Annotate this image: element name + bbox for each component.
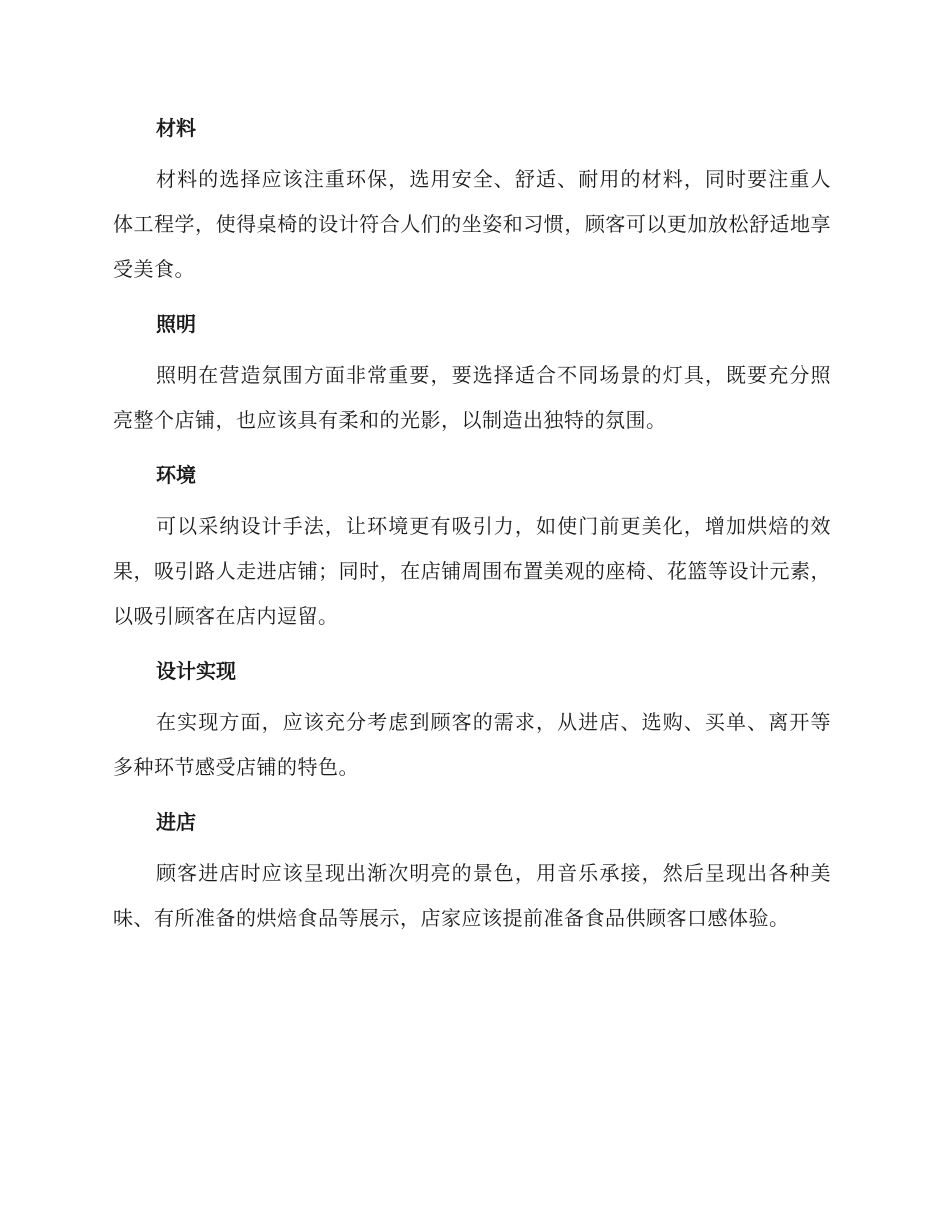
section-paragraph: 可以采纳设计手法，让环境更有吸引力，如使门前更美化，增加烘焙的效果，吸引路人走进店铺；同时，在店铺周围布置美观的座椅、花篮等设计元素，以吸引顾客在店内逗留。 bbox=[113, 514, 831, 628]
section-paragraph: 材料的选择应该注重环保，选用安全、舒适、耐用的材料，同时要注重人体工程学，使得桌椅的设计符合人们的坐姿和习惯，顾客可以更加放松舒适地享受美食。 bbox=[113, 167, 831, 281]
section-entering-store bbox=[113, 798, 831, 941]
section-environment bbox=[113, 451, 831, 639]
section-heading: 进店 bbox=[156, 810, 196, 834]
section-materials bbox=[113, 104, 831, 292]
section-heading: 材料 bbox=[156, 116, 196, 140]
section-paragraph: 顾客进店时应该呈现出渐次明亮的景色，用音乐承接，然后呈现出各种美味、有所准备的烘焙食品等展示，店家应该提前准备食品供顾客口感体验。 bbox=[113, 861, 831, 930]
section-paragraph: 在实现方面，应该充分考虑到顾客的需求，从进店、选购、买单、离开等多种环节感受店铺的特色。 bbox=[113, 710, 831, 779]
section-design-implementation bbox=[113, 647, 831, 790]
section-heading: 设计实现 bbox=[156, 659, 236, 683]
section-heading: 环境 bbox=[156, 463, 196, 487]
document-page bbox=[113, 104, 831, 949]
section-lighting bbox=[113, 300, 831, 443]
section-heading: 照明 bbox=[156, 312, 196, 336]
section-paragraph: 照明在营造氛围方面非常重要，要选择适合不同场景的灯具，既要充分照亮整个店铺，也应该具有柔和的光影，以制造出独特的氛围。 bbox=[113, 363, 831, 432]
